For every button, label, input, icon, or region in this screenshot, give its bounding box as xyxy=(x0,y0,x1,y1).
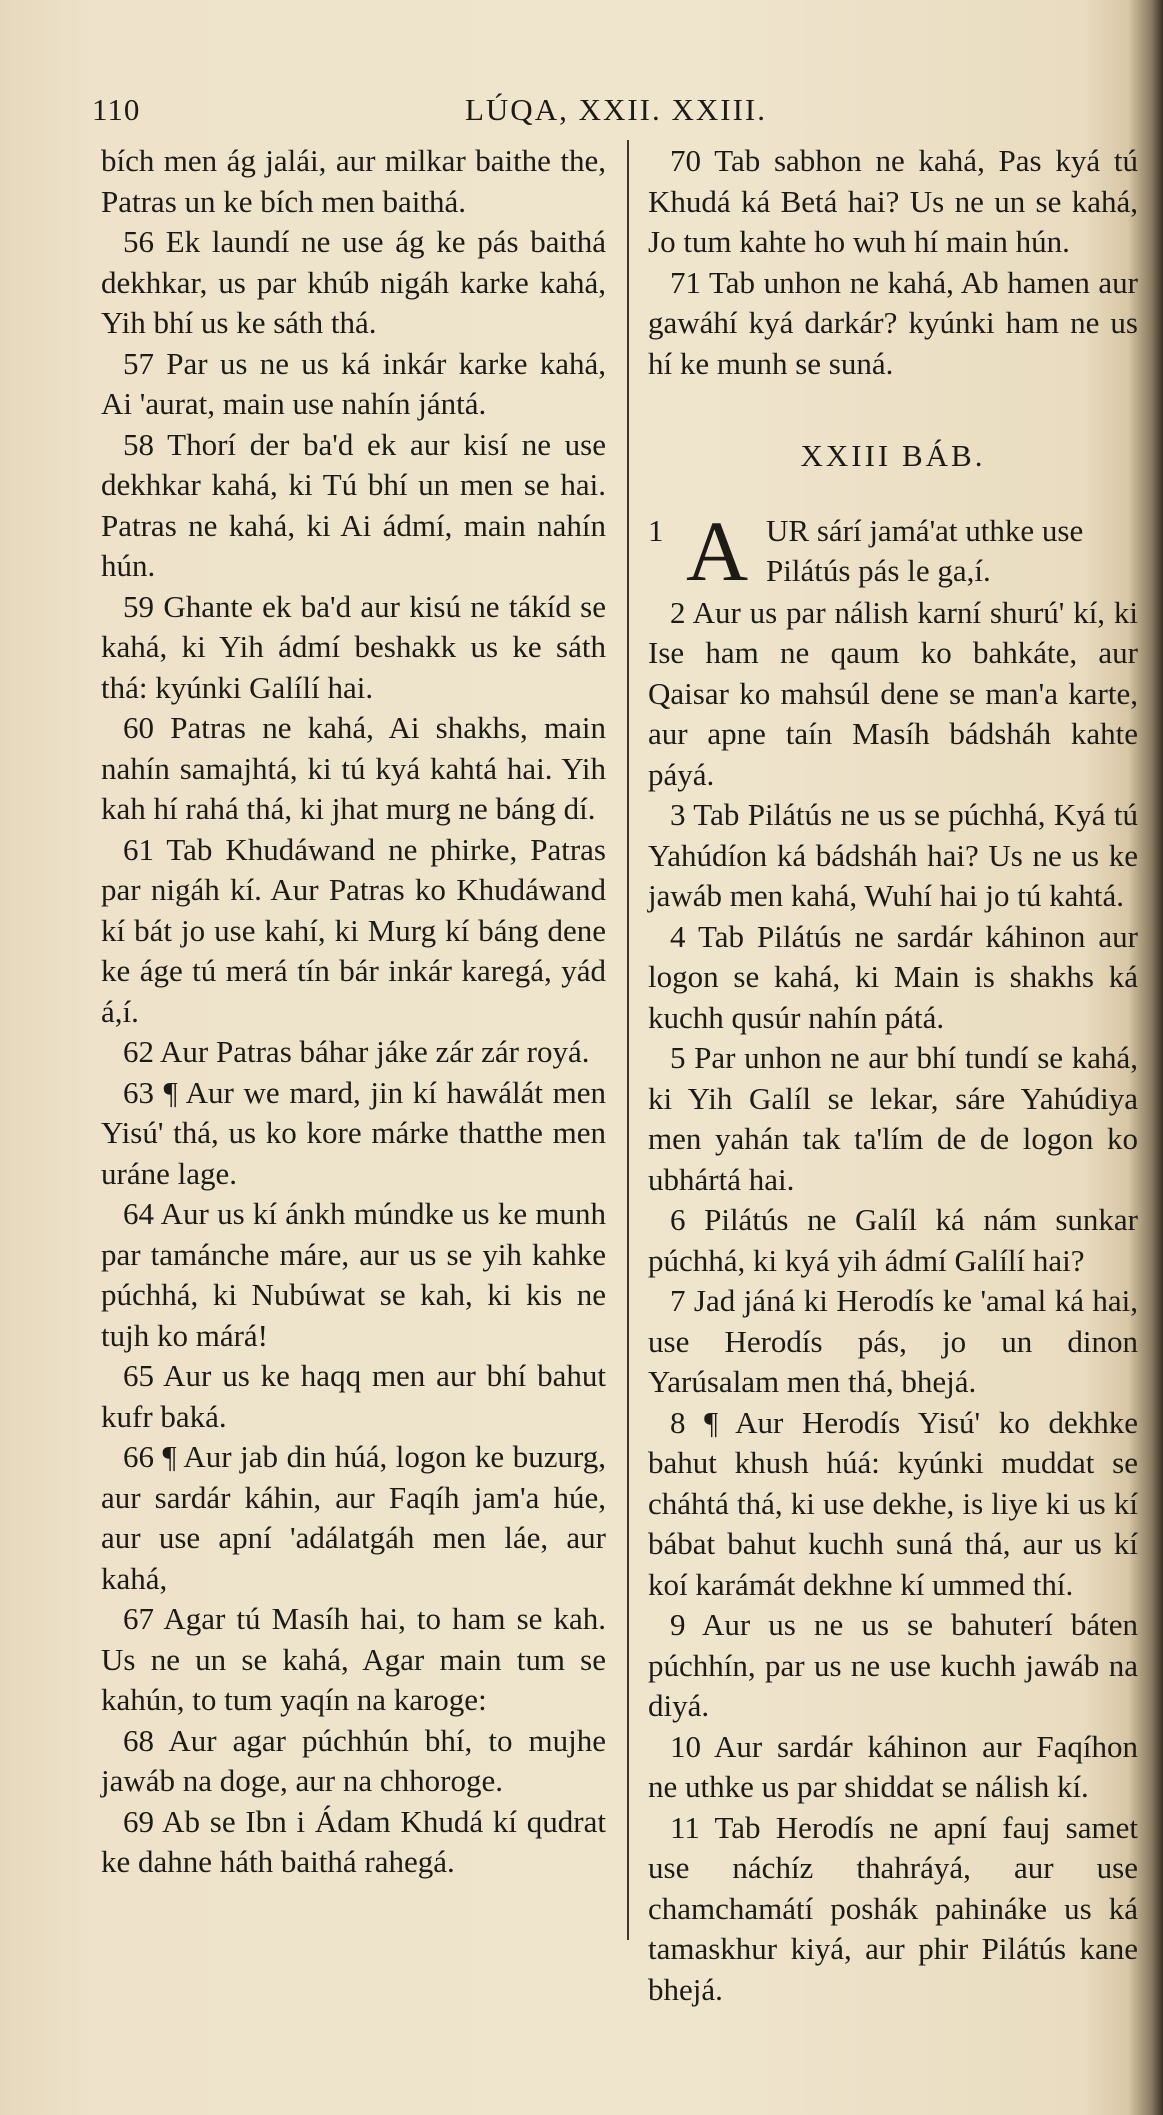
verse-paragraph: 6 Pilátús ne Galíl ká nám sunkar púchhá, ki kyá yih ádmí Galílí hai? xyxy=(648,1202,1138,1278)
left-column xyxy=(101,141,606,1883)
opening-verse-line: UR sárí jamá'at uthke use xyxy=(766,512,1084,548)
verse-paragraph: 5 Par unhon ne aur bhí tundí se kahá, ki Yih Galíl se lekar, sáre Yahúdiya men yahán tak ta'lím de de logon ko ubhártá hai. xyxy=(648,1040,1138,1197)
verse-paragraph: 66 ¶ Aur jab din húá, logon ke buzurg, aur sardár káhin, aur Faqíh jam'a húe, aur use apní 'adálatgáh men láe, aur kahá, xyxy=(101,1439,606,1596)
verse-paragraph: 4 Tab Pilátús ne sardár káhinon aur logon se kahá, ki Main is shakhs ká kuchh qusúr nahín pátá. xyxy=(648,918,1138,1035)
verse-paragraph: 65 Aur us ke haqq men aur bhí bahut kufr baká. xyxy=(101,1358,606,1434)
right-column xyxy=(648,141,1138,2010)
column-divider xyxy=(627,140,629,1940)
verse-paragraph: 58 Thorí der ba'd ek aur kisí ne use dekhkar kahá, ki Tú bhí un men se hai. Patras ne kahá, ki Ai ádmí, main nahín hún. xyxy=(101,426,606,583)
verse-paragraph: 2 Aur us par nálish karní shurú' kí, ki Ise ham ne qaum ko bahkáte, aur Qaisar ko mahsúl dene se man'a karte, aur apne taín Masíh bádsháh kahte páyá. xyxy=(648,594,1138,792)
verse-paragraph: 69 Ab se Ibn i Ádam Khudá kí qudrat ke dahne háth baithá rahegá. xyxy=(101,1803,606,1879)
page-header xyxy=(92,92,1140,140)
verse-paragraph: 71 Tab unhon ne kahá, Ab hamen aur gawáhí kyá darkár? kyúnki ham ne us hí ke munh se suná. xyxy=(648,264,1138,381)
verse-number: 1 xyxy=(648,512,664,548)
verse-paragraph: 10 Aur sardár káhinon aur Faqíhon ne uthke us par shiddat se nálish kí. xyxy=(648,1728,1138,1804)
verse-paragraph: 63 ¶ Aur we mard, jin kí hawálát men Yisú' thá, us ko kore márke thatthe men uráne lage. xyxy=(101,1074,606,1191)
drop-cap: A xyxy=(686,502,749,599)
chapter-heading: XXIII BÁB. xyxy=(800,438,986,473)
chapter-opening-verse xyxy=(648,502,1138,599)
page-number: 110 xyxy=(92,92,141,127)
running-title: LÚQA, XXII. XXIII. xyxy=(464,92,767,127)
verse-paragraph: 11 Tab Herodís ne apní fauj samet use náchíz thahráyá, aur use chamchamátí poshák pahináke us ká tamaskhur kiyá, aur phir Pilátús kane bhejá. xyxy=(648,1809,1138,2007)
verse-paragraph: 62 Aur Patras báhar jáke zár zár royá. xyxy=(123,1034,590,1069)
verse-paragraph: 7 Jad jáná ki Herodís ke 'amal ká hai, use Herodís pás, jo un dinon Yarúsalam men thá, bhejá. xyxy=(648,1283,1138,1399)
verse-paragraph: 3 Tab Pilátús ne us se púchhá, Kyá tú Yahúdíon ká bádsháh hai? Us ne us ke jawáb men kahá, Wuhí hai jo tú kahtá. xyxy=(648,797,1138,913)
verse-paragraph: 8 ¶ Aur Herodís Yisú' ko dekhke bahut khush húá: kyúnki muddat se cháhtá thá, ki use dekhe, is liye ki us kí bábat bahut kuchh suná thá, aur us kí koí karámát dekhne kí ummed thí. xyxy=(648,1404,1138,1602)
verse-paragraph: 60 Patras ne kahá, Ai shakhs, main nahín samajhtá, ki tú kyá kahtá hai. Yih kah hí rahá thá, ki jhat murg ne báng dí. xyxy=(101,710,606,826)
opening-verse-line: Pilátús pás le ga,í. xyxy=(766,553,991,588)
verse-paragraph: 9 Aur us ne us se bahuterí báten púchhín, par us ne use kuchh jawáb na diyá. xyxy=(648,1607,1138,1723)
verse-paragraph: bích men ág jalái, aur milkar baithe the, Patras un ke bích men baithá. xyxy=(101,143,606,219)
verse-paragraph: 67 Agar tú Masíh hai, to ham se kah. Us ne un se kahá, Agar main tum se kahún, to tum yaqín na karoge: xyxy=(101,1601,606,1717)
verse-paragraph: 57 Par us ne us ká inkár karke kahá, Ai 'aurat, main use nahín jántá. xyxy=(101,345,606,421)
verse-paragraph: 59 Ghante ek ba'd aur kisú ne tákíd se kahá, ki Yih ádmí beshakk us ke sáth thá: kyúnki Galílí hai. xyxy=(101,588,606,705)
verse-paragraph: 61 Tab Khudáwand ne phirke, Patras par nigáh kí. Aur Patras ko Khudáwand kí bát jo use kahí, ki Murg kí báng dene ke áge tú merá tín bár inkár karegá, yád á,í. xyxy=(101,831,606,1029)
verse-paragraph: 70 Tab sabhon ne kahá, Pas kyá tú Khudá ká Betá hai? Us ne un se kahá, Jo tum kahte ho wuh hí main hún. xyxy=(648,143,1138,259)
verse-paragraph: 64 Aur us kí ánkh múndke us ke munh par tamánche máre, aur us se yih kahke púchhá, ki Nubúwat se kah, ki kis ne tujh ko márá! xyxy=(101,1196,606,1353)
verse-paragraph: 68 Aur agar púchhún bhí, to mujhe jawáb na doge, aur na chhoroge. xyxy=(101,1722,606,1798)
verse-paragraph: 56 Ek laundí ne use ág ke pás baithá dekhkar, us par khúb nigáh karke kahá, Yih bhí us ke sáth thá. xyxy=(101,224,606,340)
